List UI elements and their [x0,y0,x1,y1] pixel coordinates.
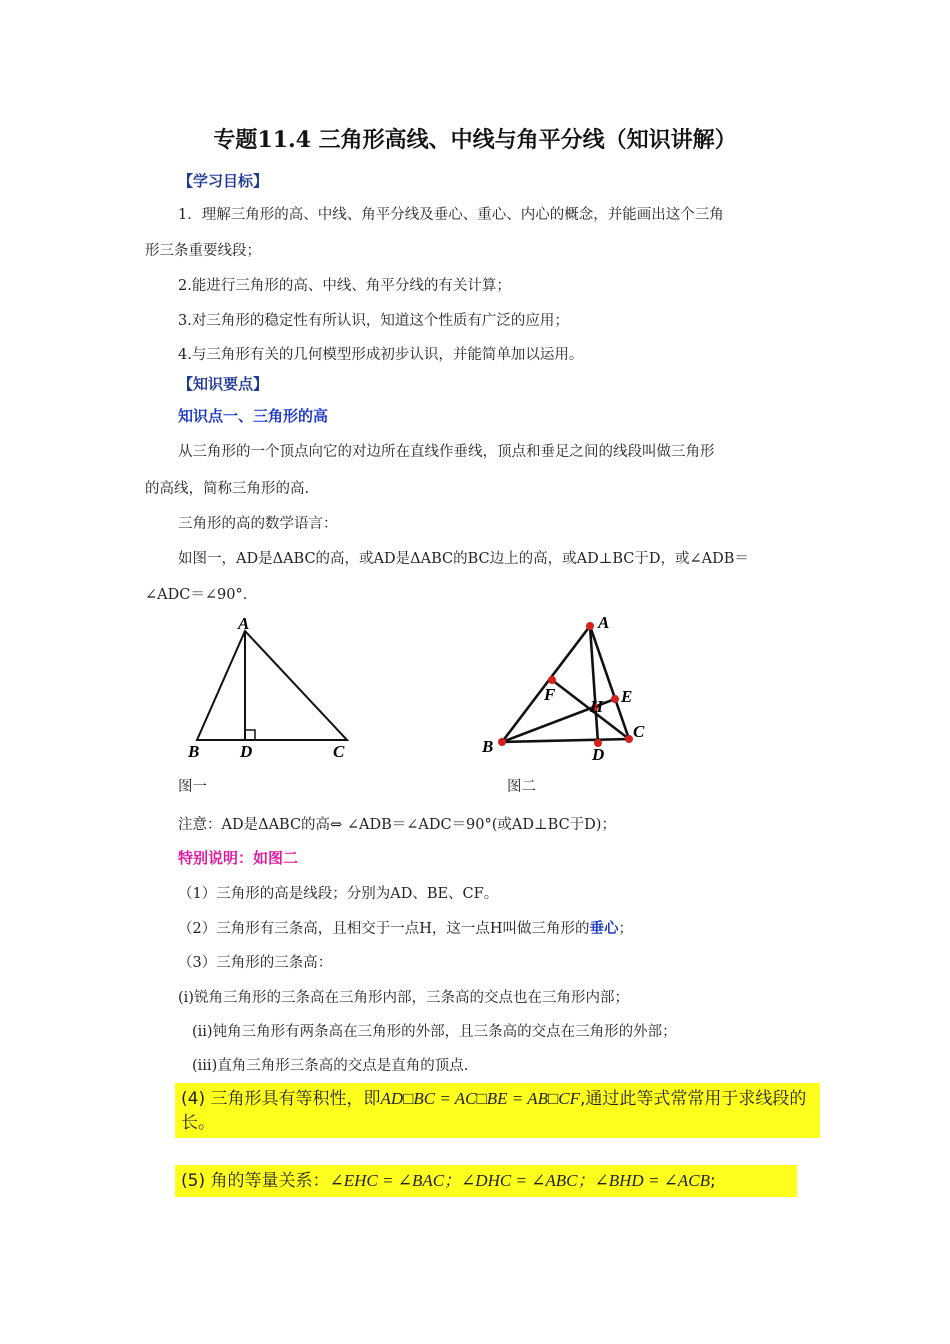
fig1-label-d: D [240,742,253,761]
figure-1-caption: 图一 [178,779,207,795]
goals-heading: 【学习目标】 [178,172,269,190]
special-item-3-iii: (ⅲ)直角三角形三条高的交点是直角的顶点. [192,1058,469,1074]
highlight-4-formula: AD□BC = AC□BE = AB□CF [380,1089,580,1108]
fig2-label-e: E [621,687,633,706]
fig1-label-b: B [188,742,200,761]
highlight-4-text: (4) 三角形具有等积性，即 [181,1089,381,1109]
fig2-label-f: F [544,685,556,704]
special-item-2-end: ； [618,921,634,937]
page-title: 专题11.4 三角形高线、中线与角平分线（知识讲解） [213,127,737,153]
fig2-label-b: B [482,737,494,756]
definition-line-2: 的高线，简称三角形的高. [145,481,310,497]
special-item-3: （3）三角形的三条高： [178,955,333,971]
goal-item-1-cont: 形三条重要线段； [145,243,261,259]
example-line-1: 如图一，AD是ΔABC的高，或AD是ΔABC的BC边上的高，或AD⊥BC于D，或∠ADB＝ [178,551,749,567]
special-item-1: （1）三角形的高是线段；分别为AD、BE、CF。 [178,886,499,902]
math-language-label: 三角形的高的数学语言： [178,516,338,532]
fig2-label-c: C [633,722,645,741]
figure-2-diagram [478,612,658,767]
fig2-label-a: A [598,613,610,632]
knowledge-point-1: 知识点一、三角形的高 [178,407,329,425]
goal-item-3: 3.对三角形的稳定性有所认识，知道这个性质有广泛的应用； [178,313,569,329]
highlight-4-end: ,通过此等式常常用于求线段的长。 [181,1089,807,1133]
highlight-5-formula: ∠EHC = ∠BAC；∠DHC = ∠ABC；∠BHD = ∠ACB [329,1171,711,1190]
special-item-3-ii: (ⅱ)钝角三角形有两条高在三角形的外部，且三条高的交点在三角形的外部； [192,1024,677,1040]
fig1-label-c: C [333,742,345,761]
definition-line-1: 从三角形的一个顶点向它的对边所在直线作垂线，顶点和垂足之间的线段叫做三角形 [178,444,715,460]
example-line-2: ∠ADC＝∠90°． [145,587,258,603]
special-item-2-text: （2）三角形有三条高，且相交于一点H，这一点H叫做三角形的 [178,921,590,937]
figure-2-caption: 图二 [507,779,536,795]
highlight-5-end: ; [710,1171,716,1191]
special-note-heading: 特别说明：如图二 [178,849,299,867]
highlight-5-text: (5) 角的等量关系： [181,1171,330,1191]
special-item-2 [178,917,633,938]
goal-item-2: 2.能进行三角形的高、中线、角平分线的有关计算； [178,278,511,294]
goal-item-4: 4.与三角形有关的几何模型形成初步认识，并能简单加以运用。 [178,347,584,363]
figure-1-diagram [178,612,368,762]
goal-item-1: 1．理解三角形的高、中线、角平分线及垂心、重心、内心的概念，并能画出这个三角 [178,207,724,223]
orthocenter-term: 垂心 [589,920,619,937]
special-item-3-i: (ⅰ)锐角三角形的三条高在三角形内部，三条高的交点也在三角形内部； [178,990,629,1006]
points-heading: 【知识要点】 [178,375,269,393]
note-line: 注意：AD是ΔABC的高⇔ ∠ADB＝∠ADC＝90°(或AD⊥BC于D)； [178,817,616,833]
highlight-angle-equality [175,1165,797,1197]
fig1-label-a: A [238,614,250,633]
highlight-equal-area [175,1083,820,1138]
fig2-label-d: D [592,745,605,764]
fig2-label-h: H [590,697,604,716]
